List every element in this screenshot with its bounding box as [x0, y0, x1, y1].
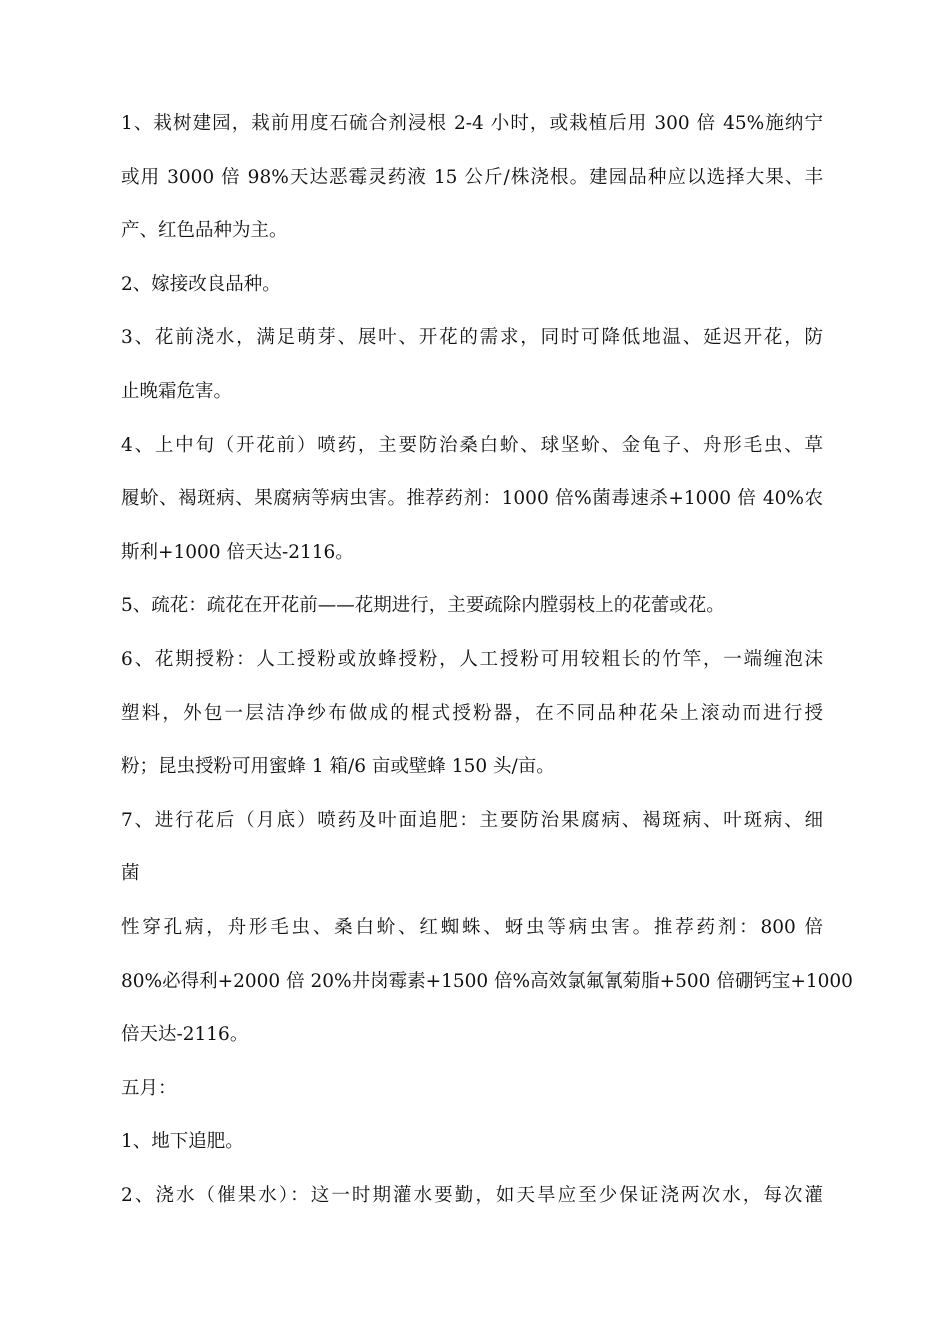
paragraph-line: 菌 [121, 863, 140, 885]
paragraph-line: 3、花前浇水，满足萌芽、展叶、开花的需求，同时可降低地温、延迟开花，防 [121, 327, 823, 349]
paragraph-line: 止晚霜危害。 [121, 380, 233, 402]
paragraph-line: 7、进行花后（月底）喷药及叶面追肥：主要防治果腐病、褐斑病、叶斑病、细 [121, 809, 823, 831]
paragraph-line: 2、嫁接改良品种。 [121, 273, 281, 295]
paragraph-line: 履蚧、褐斑病、果腐病等病虫害。推荐药剂：1000 倍%菌毒速杀+1000 倍 40%农 [121, 488, 823, 510]
paragraph-line: 倍天达-2116。 [121, 1024, 249, 1046]
paragraph-line: 80%必得利+2000 倍 20%井岗霉素+1500 倍%高效氯氟氰菊脂+500 倍硼钙宝+1000 [121, 970, 853, 992]
paragraph-line: 2、浇水（催果水）：这一时期灌水要勤，如天旱应至少保证浇两次水，每次灌 [121, 1184, 823, 1206]
paragraph-line: 产、红色品种为主。 [121, 220, 288, 242]
paragraph-line: 或用 3000 倍 98%天达恶霉灵药液 15 公斤/株浇根。建园品种应以选择大果、丰 [121, 166, 823, 188]
paragraph-line: 斯利+1000 倍天达-2116。 [121, 541, 354, 563]
paragraph-line: 4、上中旬（开花前）喷药，主要防治桑白蚧、球坚蚧、金龟子、舟形毛虫、草 [121, 434, 823, 456]
paragraph-line: 6、花期授粉：人工授粉或放蜂授粉，人工授粉可用较粗长的竹竿，一端缠泡沫 [121, 648, 823, 670]
document-body [121, 102, 853, 1227]
paragraph-line: 塑料，外包一层洁净纱布做成的棍式授粉器，在不同品种花朵上滚动而进行授 [121, 702, 823, 724]
paragraph-line: 性穿孔病，舟形毛虫、桑白蚧、红蜘蛛、蚜虫等病虫害。推荐药剂：800 倍 [121, 916, 823, 938]
paragraph-line: 5、疏花：疏花在开花前——花期进行，主要疏除内膛弱枝上的花蕾或花。 [121, 595, 725, 617]
paragraph-line: 1、栽树建园，栽前用度石硫合剂浸根 2-4 小时，或栽植后用 300 倍 45%施纳宁 [121, 113, 823, 134]
section-heading: 五月： [121, 1077, 177, 1099]
paragraph-line: 1、地下追肥。 [121, 1131, 244, 1153]
paragraph-line: 粉；昆虫授粉可用蜜蜂 1 箱/6 亩或壁蜂 150 头/亩。 [121, 756, 555, 778]
